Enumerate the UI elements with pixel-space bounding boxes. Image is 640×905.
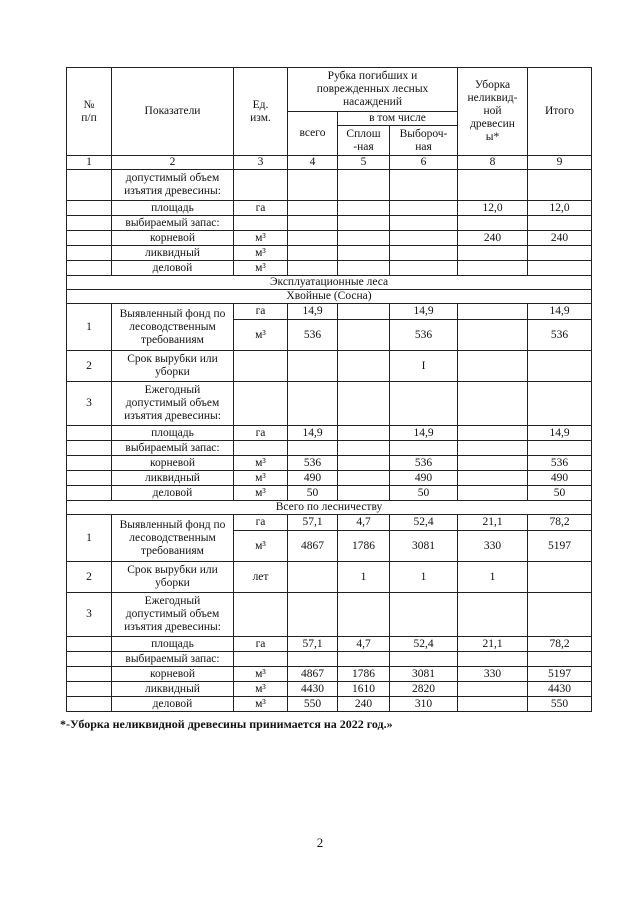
value-cell: 50: [390, 486, 458, 501]
value-cell: 14,9: [528, 304, 592, 320]
colnum-1: 1: [67, 156, 112, 170]
value-cell: 536: [528, 456, 592, 471]
value-cell: 5197: [528, 667, 592, 682]
header-cutting: Рубка погибших и поврежденных лесных насаждений: [288, 68, 458, 112]
value-cell: 490: [390, 471, 458, 486]
value-cell: 4867: [288, 667, 338, 682]
value-cell: 490: [528, 471, 592, 486]
value-cell: 3081: [390, 531, 458, 562]
row-number: 2: [67, 562, 112, 593]
value-cell: 12,0: [528, 201, 592, 216]
unit-cell: м³: [234, 667, 288, 682]
row-number: 1: [67, 304, 112, 351]
unit-cell: м³: [234, 531, 288, 562]
row-label: площадь: [112, 637, 234, 652]
unit-cell: м³: [234, 697, 288, 712]
value-cell: I: [390, 351, 458, 382]
unit-cell: га: [234, 637, 288, 652]
value-cell: 2820: [390, 682, 458, 697]
header-unit: Ед. изм.: [234, 68, 288, 156]
value-cell: 4430: [528, 682, 592, 697]
value-cell: 550: [528, 697, 592, 712]
header-total: всего: [288, 112, 338, 156]
value-cell: 240: [338, 697, 390, 712]
row-label: корневой: [112, 231, 234, 246]
row-number: 1: [67, 515, 112, 562]
page-number: 2: [316, 835, 324, 850]
value-cell: 57,1: [288, 637, 338, 652]
colnum-8: 8: [458, 156, 528, 170]
unit-cell: га: [234, 515, 288, 531]
row-label: Выявленный фонд по лесоводственным требованиям: [112, 304, 234, 351]
value-cell: 78,2: [528, 515, 592, 531]
value-cell: 14,9: [288, 304, 338, 320]
value-cell: 14,9: [288, 426, 338, 441]
value-cell: 4,7: [338, 515, 390, 531]
row-label: ликвидный: [112, 471, 234, 486]
header-solid: Сплош -ная: [338, 126, 390, 156]
value-cell: 1: [390, 562, 458, 593]
unit-cell: м³: [234, 471, 288, 486]
unit-cell: м³: [234, 486, 288, 501]
value-cell: 536: [390, 320, 458, 351]
row-label: Ежегодный допустимый объем изъятия древесины:: [112, 382, 234, 426]
data-table: [66, 67, 592, 712]
row-label: ликвидный: [112, 246, 234, 261]
value-cell: 490: [288, 471, 338, 486]
row-label: Выявленный фонд по лесоводственным требованиям: [112, 515, 234, 562]
header-indicators: Показатели: [112, 68, 234, 156]
value-cell: 310: [390, 697, 458, 712]
unit-cell: м³: [234, 320, 288, 351]
row-label: ликвидный: [112, 682, 234, 697]
unit-cell: м³: [234, 231, 288, 246]
row-label: деловой: [112, 486, 234, 501]
value-cell: 50: [288, 486, 338, 501]
value-cell: 550: [288, 697, 338, 712]
header-itogo: Итого: [528, 68, 592, 156]
colnum-6: 6: [390, 156, 458, 170]
header-num: № п/п: [67, 68, 112, 156]
row-number: 3: [67, 382, 112, 426]
unit-cell: м³: [234, 682, 288, 697]
value-cell: 240: [458, 231, 528, 246]
value-cell: 12,0: [458, 201, 528, 216]
unit-cell: лет: [234, 562, 288, 593]
value-cell: 21,1: [458, 637, 528, 652]
value-cell: 4,7: [338, 637, 390, 652]
colnum-9: 9: [528, 156, 592, 170]
value-cell: 14,9: [528, 426, 592, 441]
row-label: Ежегодный допустимый объем изъятия древесины:: [112, 593, 234, 637]
row-label: Срок вырубки или уборки: [112, 351, 234, 382]
colnum-3: 3: [234, 156, 288, 170]
value-cell: 1786: [338, 667, 390, 682]
unit-cell: м³: [234, 246, 288, 261]
value-cell: 536: [390, 456, 458, 471]
total-title: Всего по лесничеству: [67, 501, 592, 515]
row-label: площадь: [112, 201, 234, 216]
unit-cell: га: [234, 304, 288, 320]
row-label: выбираемый запас:: [112, 652, 234, 667]
footnote: *-Уборка неликвидной древесины принимается на 2022 год.»: [60, 717, 393, 731]
unit-cell: м³: [234, 456, 288, 471]
row-number: 2: [67, 351, 112, 382]
value-cell: 3081: [390, 667, 458, 682]
value-cell: 14,9: [390, 304, 458, 320]
row-label: Срок вырубки или уборки: [112, 562, 234, 593]
value-cell: 330: [458, 531, 528, 562]
value-cell: 52,4: [390, 637, 458, 652]
value-cell: 1: [458, 562, 528, 593]
value-cell: 50: [528, 486, 592, 501]
unit-cell: м³: [234, 261, 288, 276]
value-cell: 78,2: [528, 637, 592, 652]
colnum-2: 2: [112, 156, 234, 170]
header-cleanup: Уборка неликвид- ной древесин ы*: [458, 68, 528, 156]
row-label: деловой: [112, 261, 234, 276]
value-cell: 536: [288, 456, 338, 471]
value-cell: 52,4: [390, 515, 458, 531]
row-label: допустимый объем изъятия древесины:: [112, 170, 234, 201]
unit-cell: га: [234, 201, 288, 216]
row-label: площадь: [112, 426, 234, 441]
colnum-5: 5: [338, 156, 390, 170]
value-cell: 536: [288, 320, 338, 351]
value-cell: 1786: [338, 531, 390, 562]
value-cell: 14,9: [390, 426, 458, 441]
value-cell: 536: [528, 320, 592, 351]
subsection-title: Хвойные (Сосна): [67, 290, 592, 304]
section-title: Эксплуатационные леса: [67, 276, 592, 290]
value-cell: 4430: [288, 682, 338, 697]
value-cell: 330: [458, 667, 528, 682]
value-cell: 1610: [338, 682, 390, 697]
unit-cell: га: [234, 426, 288, 441]
colnum-4: 4: [288, 156, 338, 170]
value-cell: 1: [338, 562, 390, 593]
value-cell: 5197: [528, 531, 592, 562]
row-number: 3: [67, 593, 112, 637]
row-label: деловой: [112, 697, 234, 712]
row-label: выбираемый запас:: [112, 441, 234, 456]
value-cell: 4867: [288, 531, 338, 562]
value-cell: 21,1: [458, 515, 528, 531]
header-selective: Выбороч- ная: [390, 126, 458, 156]
row-label: корневой: [112, 667, 234, 682]
row-label: выбираемый запас:: [112, 216, 234, 231]
value-cell: 57,1: [288, 515, 338, 531]
header-incl: в том числе: [338, 112, 458, 126]
row-label: корневой: [112, 456, 234, 471]
value-cell: 240: [528, 231, 592, 246]
